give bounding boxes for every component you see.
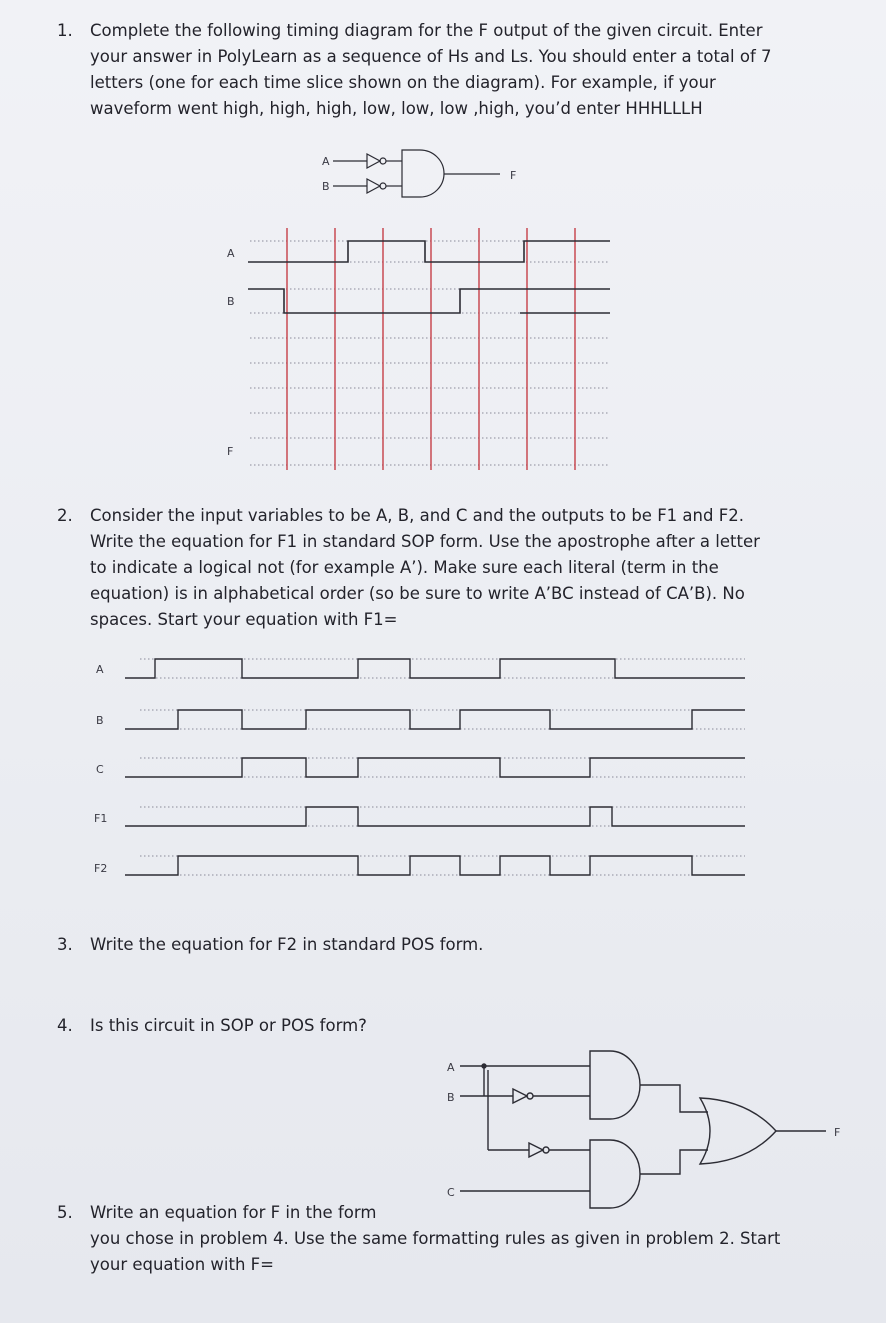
- and-gate-lower: [590, 1140, 640, 1208]
- timing2-guide-dots: [140, 659, 745, 875]
- timing2-wave-f1: [125, 807, 745, 826]
- circuit1-label-b: B: [322, 180, 330, 193]
- timing-diagram-2: [94, 659, 745, 875]
- circuit1-label-f: F: [510, 169, 517, 182]
- timing1-wave-b: [248, 289, 610, 313]
- and-gate-upper: [590, 1051, 640, 1119]
- timing2-label-a: A: [96, 663, 104, 676]
- circuit2-label-b: B: [447, 1091, 455, 1104]
- timing1-label-f: F: [227, 445, 234, 458]
- timing2-wave-c: [125, 758, 745, 777]
- timing1-slice-lines: [287, 228, 575, 470]
- not-gate-lower: [529, 1143, 549, 1157]
- question-text: Is this circuit in SOP or POS form?: [90, 1016, 367, 1035]
- and-gate: [402, 150, 444, 197]
- timing2-label-f2: F2: [94, 862, 108, 875]
- timing2-wave-f2: [125, 856, 745, 875]
- circuit1-label-a: A: [322, 155, 330, 168]
- timing1-label-a: A: [227, 247, 235, 260]
- timing1-wave-a: [248, 241, 610, 262]
- timing1-guide-dots: [250, 241, 610, 465]
- question-text: Write an equation for F in the form you chose in problem 4. Use the same formatting rules as given in problem 2. Start your equation with F=: [90, 1203, 781, 1274]
- timing2-label-b: B: [96, 714, 104, 727]
- question-number: 5.: [57, 1203, 73, 1222]
- question-number: 3.: [57, 935, 73, 954]
- timing1-label-b: B: [227, 295, 235, 308]
- timing2-wave-a: [125, 659, 745, 678]
- circuit-2: [447, 1051, 840, 1208]
- timing2-wave-b: [125, 710, 745, 729]
- timing2-label-f1: F1: [94, 812, 108, 825]
- circuit2-label-f: F: [834, 1126, 841, 1139]
- question-text: Consider the input variables to be A, B, and C and the outputs to be F1 and F2. Write the equation for F1 in standard SOP form. Use the apostrophe after a letter to indicate a logical not (for example A’). Make sure each literal (term in the equation) is in alphabetical order (so be sure to write A’BC instead of CA’B). No spaces. Start your equation with F1=: [90, 506, 760, 629]
- question-number: 2.: [57, 506, 73, 525]
- not-gate-upper: [513, 1089, 533, 1103]
- question-number: 4.: [57, 1016, 73, 1035]
- not-gate-a: [367, 154, 386, 168]
- question-number: 1.: [57, 21, 73, 40]
- timing2-label-c: C: [96, 763, 104, 776]
- circuit-1: [322, 150, 516, 197]
- or-gate: [700, 1098, 776, 1164]
- question-text: Write the equation for F2 in standard POS form.: [90, 935, 484, 954]
- question-text: Complete the following timing diagram for the F output of the given circuit. Enter your answer in PolyLearn as a sequence of Hs and Ls. You should enter a total of 7 letters (one for each time slice shown on the diagram). For example, if your waveform went high, high, high, low, low, low ,high, you’d enter HHHLLLH: [90, 21, 772, 118]
- not-gate-b: [367, 179, 386, 193]
- timing-diagram-1: [227, 228, 610, 470]
- circuit2-label-a: A: [447, 1061, 455, 1074]
- circuit2-label-c: C: [447, 1186, 455, 1199]
